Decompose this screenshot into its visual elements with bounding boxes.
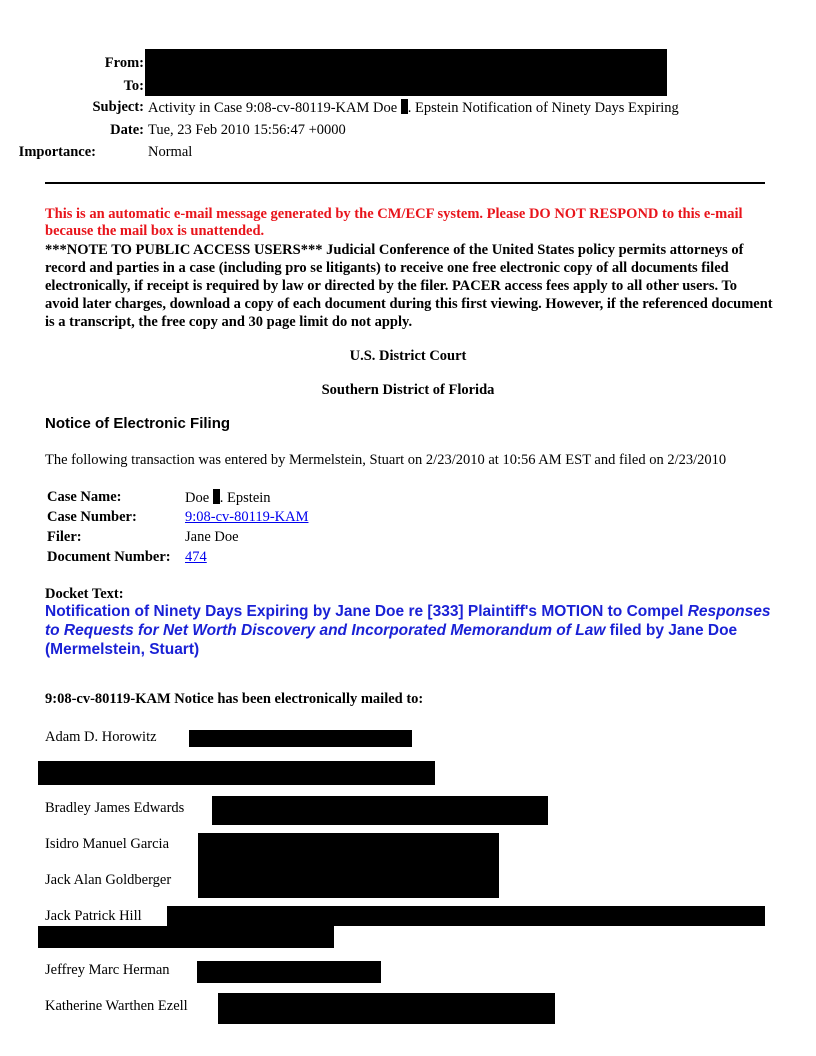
subject-label: Subject: (92, 99, 144, 115)
from-label: From: (104, 55, 144, 71)
redaction-case-name (213, 489, 220, 504)
redaction-from (145, 49, 667, 73)
docket-text-label: Docket Text: (45, 586, 124, 602)
list-item: Isidro Manuel Garcia (45, 836, 170, 852)
document-number-label: Document Number: (47, 549, 171, 565)
redaction-email (38, 926, 334, 948)
list-item: Jack Alan Goldberger (45, 872, 172, 888)
redaction-email (198, 833, 499, 898)
redaction-email (197, 961, 381, 983)
list-item: Jack Patrick Hill (45, 908, 142, 924)
header-divider (45, 182, 765, 184)
docket-text: Notification of Ninety Days Expiring by Jane Doe re [333] Plaintiff's MOTION to Compel Responses to Requests for Net Worth Discovery and Incorporated Memorandum of Law filed by Jane Doe (Mermelstein, Stuart) (45, 603, 771, 658)
mailed-heading: 9:08-cv-80119-KAM Notice has been electronically mailed to: (45, 691, 424, 707)
filer-value: Jane Doe (185, 529, 239, 545)
redaction-email (38, 761, 435, 785)
to-label: To: (123, 78, 144, 94)
filer-label: Filer: (47, 529, 82, 545)
redaction-subject (401, 99, 408, 114)
transaction-text: The following transaction was entered by Mermelstein, Stuart on 2/23/2010 at 10:56 AM EST and filed on 2/23/2010 (45, 452, 727, 468)
subject-value (148, 99, 679, 117)
date-value: Tue, 23 Feb 2010 15:56:47 +0000 (148, 122, 346, 138)
public-access-note: ***NOTE TO PUBLIC ACCESS USERS*** Judicial Conference of the United States policy permits attorneys of record and parties in a case (including pro se litigants) to receive one free electronic copy of all documents filed electronically, if receipt is required by law or directed by the filer. PACER access fees apply to all other users. To avoid later charges, download a copy of each document during this first viewing. However, if the referenced document is a transcript, the free copy and 30 page limit do not apply. (45, 242, 773, 330)
importance-label: Importance: (18, 144, 96, 160)
document-number-link[interactable]: 474 (185, 549, 207, 565)
court-name: U.S. District Court (349, 348, 467, 364)
district-name: Southern District of Florida (321, 382, 495, 398)
subject-text-1: Activity in Case 9:08-cv-80119-KAM Doe (148, 100, 401, 116)
redaction-to (145, 72, 667, 96)
list-item: Bradley James Edwards (45, 800, 185, 816)
redaction-email (218, 993, 555, 1024)
date-label: Date: (110, 122, 144, 138)
case-name-label: Case Name: (47, 489, 122, 505)
subject-text-2: . Epstein Notification of Ninety Days Expiring (407, 100, 679, 116)
redaction-email (212, 796, 548, 825)
nef-title: Notice of Electronic Filing (45, 415, 231, 432)
case-number-link[interactable]: 9:08-cv-80119-KAM (185, 509, 309, 525)
case-number-label: Case Number: (47, 509, 137, 525)
case-name-value: Doe . Epstein (185, 490, 271, 506)
redaction-email (167, 906, 765, 926)
redaction-email (189, 730, 412, 747)
list-item: Jeffrey Marc Herman (45, 962, 170, 978)
auto-message-warning: This is an automatic e-mail message generated by the CM/ECF system. Please DO NOT RESPOND to this e-mail because the mail box is unattended. (45, 206, 743, 239)
importance-value: Normal (148, 144, 193, 160)
list-item: Adam D. Horowitz (45, 729, 157, 745)
list-item: Katherine Warthen Ezell (45, 998, 188, 1014)
